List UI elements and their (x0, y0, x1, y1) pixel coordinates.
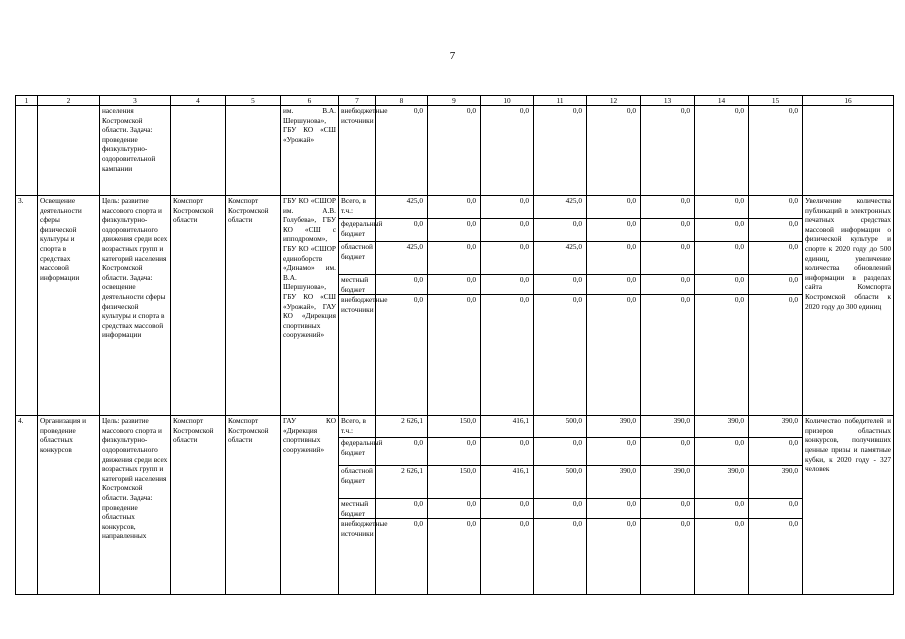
cell-goal: Цель: развитие массового спорта и физкультурно-оздоровительного движения среди всех возрастных групп и категорий населения Костромской области. Задача: проведение областных конкурсов, направленных (100, 416, 171, 595)
cell-value: 0,0 (481, 438, 534, 466)
cell-value: 0,0 (376, 499, 428, 519)
cell-value: 150,0 (428, 416, 481, 438)
cell-value: 0,0 (481, 295, 534, 416)
cell-value: 0,0 (587, 275, 641, 295)
cell-value: 0,0 (376, 438, 428, 466)
cell-value: 0,0 (695, 219, 749, 242)
cell-value: 0,0 (641, 499, 695, 519)
cell-value: 0,0 (641, 519, 695, 595)
cell-value: 0,0 (587, 242, 641, 275)
cell-responsible (226, 106, 281, 196)
cell-value: 416,1 (481, 416, 534, 438)
cell-value: 0,0 (749, 499, 803, 519)
cell-name: Освещение деятельности сферы физической культуры и спорта в средствах массовой информации (38, 196, 100, 416)
header-cell: 3 (100, 96, 171, 106)
header-cell: 12 (587, 96, 641, 106)
cell-value: 150,0 (428, 466, 481, 499)
cell-source: внебюджетные источники (339, 106, 376, 196)
cell-value: 500,0 (534, 466, 587, 499)
cell-value: 0,0 (749, 295, 803, 416)
cell-value: 425,0 (376, 242, 428, 275)
cell-coordinator: Комспорт Костромской области (171, 196, 226, 416)
cell-value: 390,0 (641, 416, 695, 438)
cell-value: 2 626,1 (376, 416, 428, 438)
cell-source: внебюджетные источники (339, 519, 376, 595)
cell-value: 0,0 (641, 438, 695, 466)
cell-num: 4. (16, 416, 38, 595)
cell-value: 0,0 (695, 275, 749, 295)
cell-num (16, 106, 38, 196)
cell-value: 0,0 (428, 196, 481, 219)
header-cell: 5 (226, 96, 281, 106)
cell-result (803, 106, 894, 196)
cell-value: 390,0 (695, 466, 749, 499)
cell-value: 0,0 (641, 295, 695, 416)
header-row (16, 96, 894, 106)
cell-goal: Цель: развитие массового спорта и физкультурно-оздоровительного движения среди всех возрастных групп и категорий населения Костромской области. Задача: освещение деятельности сферы физической культуры и спорта в средствах массовой информации (100, 196, 171, 416)
cell-name: Организация и проведение областных конкурсов (38, 416, 100, 595)
cell-value: 0,0 (587, 196, 641, 219)
cell-responsible: Комспорт Костромской области (226, 416, 281, 595)
header-cell: 6 (281, 96, 339, 106)
cell-value: 0,0 (695, 242, 749, 275)
cell-source: областной бюджет (339, 466, 376, 499)
header-cell: 2 (38, 96, 100, 106)
cell-source: Всего, в т.ч.: (339, 416, 376, 438)
cell-executors: ГАУ КО «Дирекция спортивных сооружений» (281, 416, 339, 595)
cell-value: 0,0 (587, 438, 641, 466)
cell-executors: им. В.А. Шершунова», ГБУ КО «СШ «Урожай» (281, 106, 339, 196)
cell-value: 0,0 (428, 295, 481, 416)
cell-value: 390,0 (587, 466, 641, 499)
header-cell: 10 (481, 96, 534, 106)
cell-value: 0,0 (641, 196, 695, 219)
header-cell: 15 (749, 96, 803, 106)
cell-value: 0,0 (534, 106, 587, 196)
cell-value: 0,0 (534, 219, 587, 242)
cell-value: 0,0 (749, 219, 803, 242)
cell-source: федеральный бюджет (339, 219, 376, 242)
cell-value: 0,0 (481, 196, 534, 219)
cell-value: 425,0 (534, 242, 587, 275)
cell-value: 416,1 (481, 466, 534, 499)
cell-value: 0,0 (695, 106, 749, 196)
cell-value: 425,0 (534, 196, 587, 219)
cell-source: федеральный бюджет (339, 438, 376, 466)
header-cell: 16 (803, 96, 894, 106)
cell-value: 0,0 (428, 219, 481, 242)
cell-value: 0,0 (481, 242, 534, 275)
cell-value: 0,0 (481, 499, 534, 519)
cell-goal: населения Костромской области. Задача: проведение физкультурно-оздоровительной кампании (100, 106, 171, 196)
cell-value: 0,0 (534, 519, 587, 595)
cell-value: 0,0 (428, 106, 481, 196)
cell-value: 0,0 (534, 295, 587, 416)
cell-value: 0,0 (428, 242, 481, 275)
cell-value: 390,0 (749, 466, 803, 499)
cell-value: 0,0 (376, 219, 428, 242)
cell-value: 0,0 (481, 219, 534, 242)
cell-value: 0,0 (587, 106, 641, 196)
cell-num: 3. (16, 196, 38, 416)
cell-value: 390,0 (641, 466, 695, 499)
cell-name (38, 106, 100, 196)
cell-value: 0,0 (749, 519, 803, 595)
cell-value: 0,0 (695, 295, 749, 416)
header-cell: 1 (16, 96, 38, 106)
cell-source: местный бюджет (339, 275, 376, 295)
cell-value: 0,0 (749, 196, 803, 219)
cell-value: 0,0 (587, 519, 641, 595)
cell-result: Количество победителей и призеров областных конкурсов, получивших ценные призы и памятные кубки, к 2020 году - 327 человек (803, 416, 894, 595)
cell-value: 0,0 (695, 438, 749, 466)
cell-result: Увеличение количества публикаций в электронных печатных средствах массовой информации о физической культуре и спорте к 2020 году до 500 единиц, увеличение количества обновлений информации в разделах сайта Комспорта Костромской области к 2020 году до 300 единиц (803, 196, 894, 416)
cell-coordinator (171, 106, 226, 196)
program-table (15, 95, 894, 595)
cell-value: 0,0 (641, 106, 695, 196)
cell-value: 0,0 (641, 275, 695, 295)
cell-source: местный бюджет (339, 499, 376, 519)
cell-value: 0,0 (641, 219, 695, 242)
cell-value: 0,0 (534, 275, 587, 295)
cell-value: 0,0 (376, 295, 428, 416)
cell-value: 425,0 (376, 196, 428, 219)
header-cell: 13 (641, 96, 695, 106)
header-cell: 4 (171, 96, 226, 106)
cell-source: внебюджетные источники (339, 295, 376, 416)
cell-value: 0,0 (587, 219, 641, 242)
cell-value: 0,0 (481, 106, 534, 196)
cell-value: 0,0 (534, 438, 587, 466)
cell-coordinator: Комспорт Костромской области (171, 416, 226, 595)
page-number: 7 (449, 50, 456, 62)
cell-value: 0,0 (376, 106, 428, 196)
cell-value: 0,0 (587, 499, 641, 519)
header-cell: 7 (339, 96, 376, 106)
table-row (16, 416, 894, 438)
header-cell: 11 (534, 96, 587, 106)
cell-value: 390,0 (695, 416, 749, 438)
header-cell: 9 (428, 96, 481, 106)
cell-responsible: Комспорт Костромской области (226, 196, 281, 416)
cell-value: 0,0 (428, 519, 481, 595)
table-row (16, 196, 894, 219)
cell-value: 0,0 (641, 242, 695, 275)
cell-value: 0,0 (749, 242, 803, 275)
cell-value: 0,0 (695, 519, 749, 595)
cell-value: 0,0 (481, 275, 534, 295)
cell-executors: ГБУ КО «СШОР им. А.В. Голубева», ГБУ КО «СШ с ипподромом», ГБУ КО «СШОР единоборств «Динамо» им. В.А. Шершунова», ГБУ КО «СШ «Урожай», ГАУ КО «Дирекция спортивных сооружений» (281, 196, 339, 416)
cell-value: 500,0 (534, 416, 587, 438)
cell-value: 0,0 (695, 499, 749, 519)
cell-value: 0,0 (749, 106, 803, 196)
cell-value: 0,0 (428, 499, 481, 519)
cell-value: 2 626,1 (376, 466, 428, 499)
cell-value: 0,0 (749, 438, 803, 466)
cell-value: 0,0 (376, 275, 428, 295)
cell-value: 0,0 (695, 196, 749, 219)
header-cell: 8 (376, 96, 428, 106)
table-row (16, 106, 894, 196)
cell-value: 0,0 (749, 275, 803, 295)
cell-value: 390,0 (587, 416, 641, 438)
cell-value: 0,0 (376, 519, 428, 595)
cell-source: областной бюджет (339, 242, 376, 275)
header-cell: 14 (695, 96, 749, 106)
cell-value: 0,0 (481, 519, 534, 595)
cell-source: Всего, в т.ч.: (339, 196, 376, 219)
cell-value: 0,0 (587, 295, 641, 416)
cell-value: 0,0 (428, 438, 481, 466)
cell-value: 390,0 (749, 416, 803, 438)
cell-value: 0,0 (428, 275, 481, 295)
cell-value: 0,0 (534, 499, 587, 519)
